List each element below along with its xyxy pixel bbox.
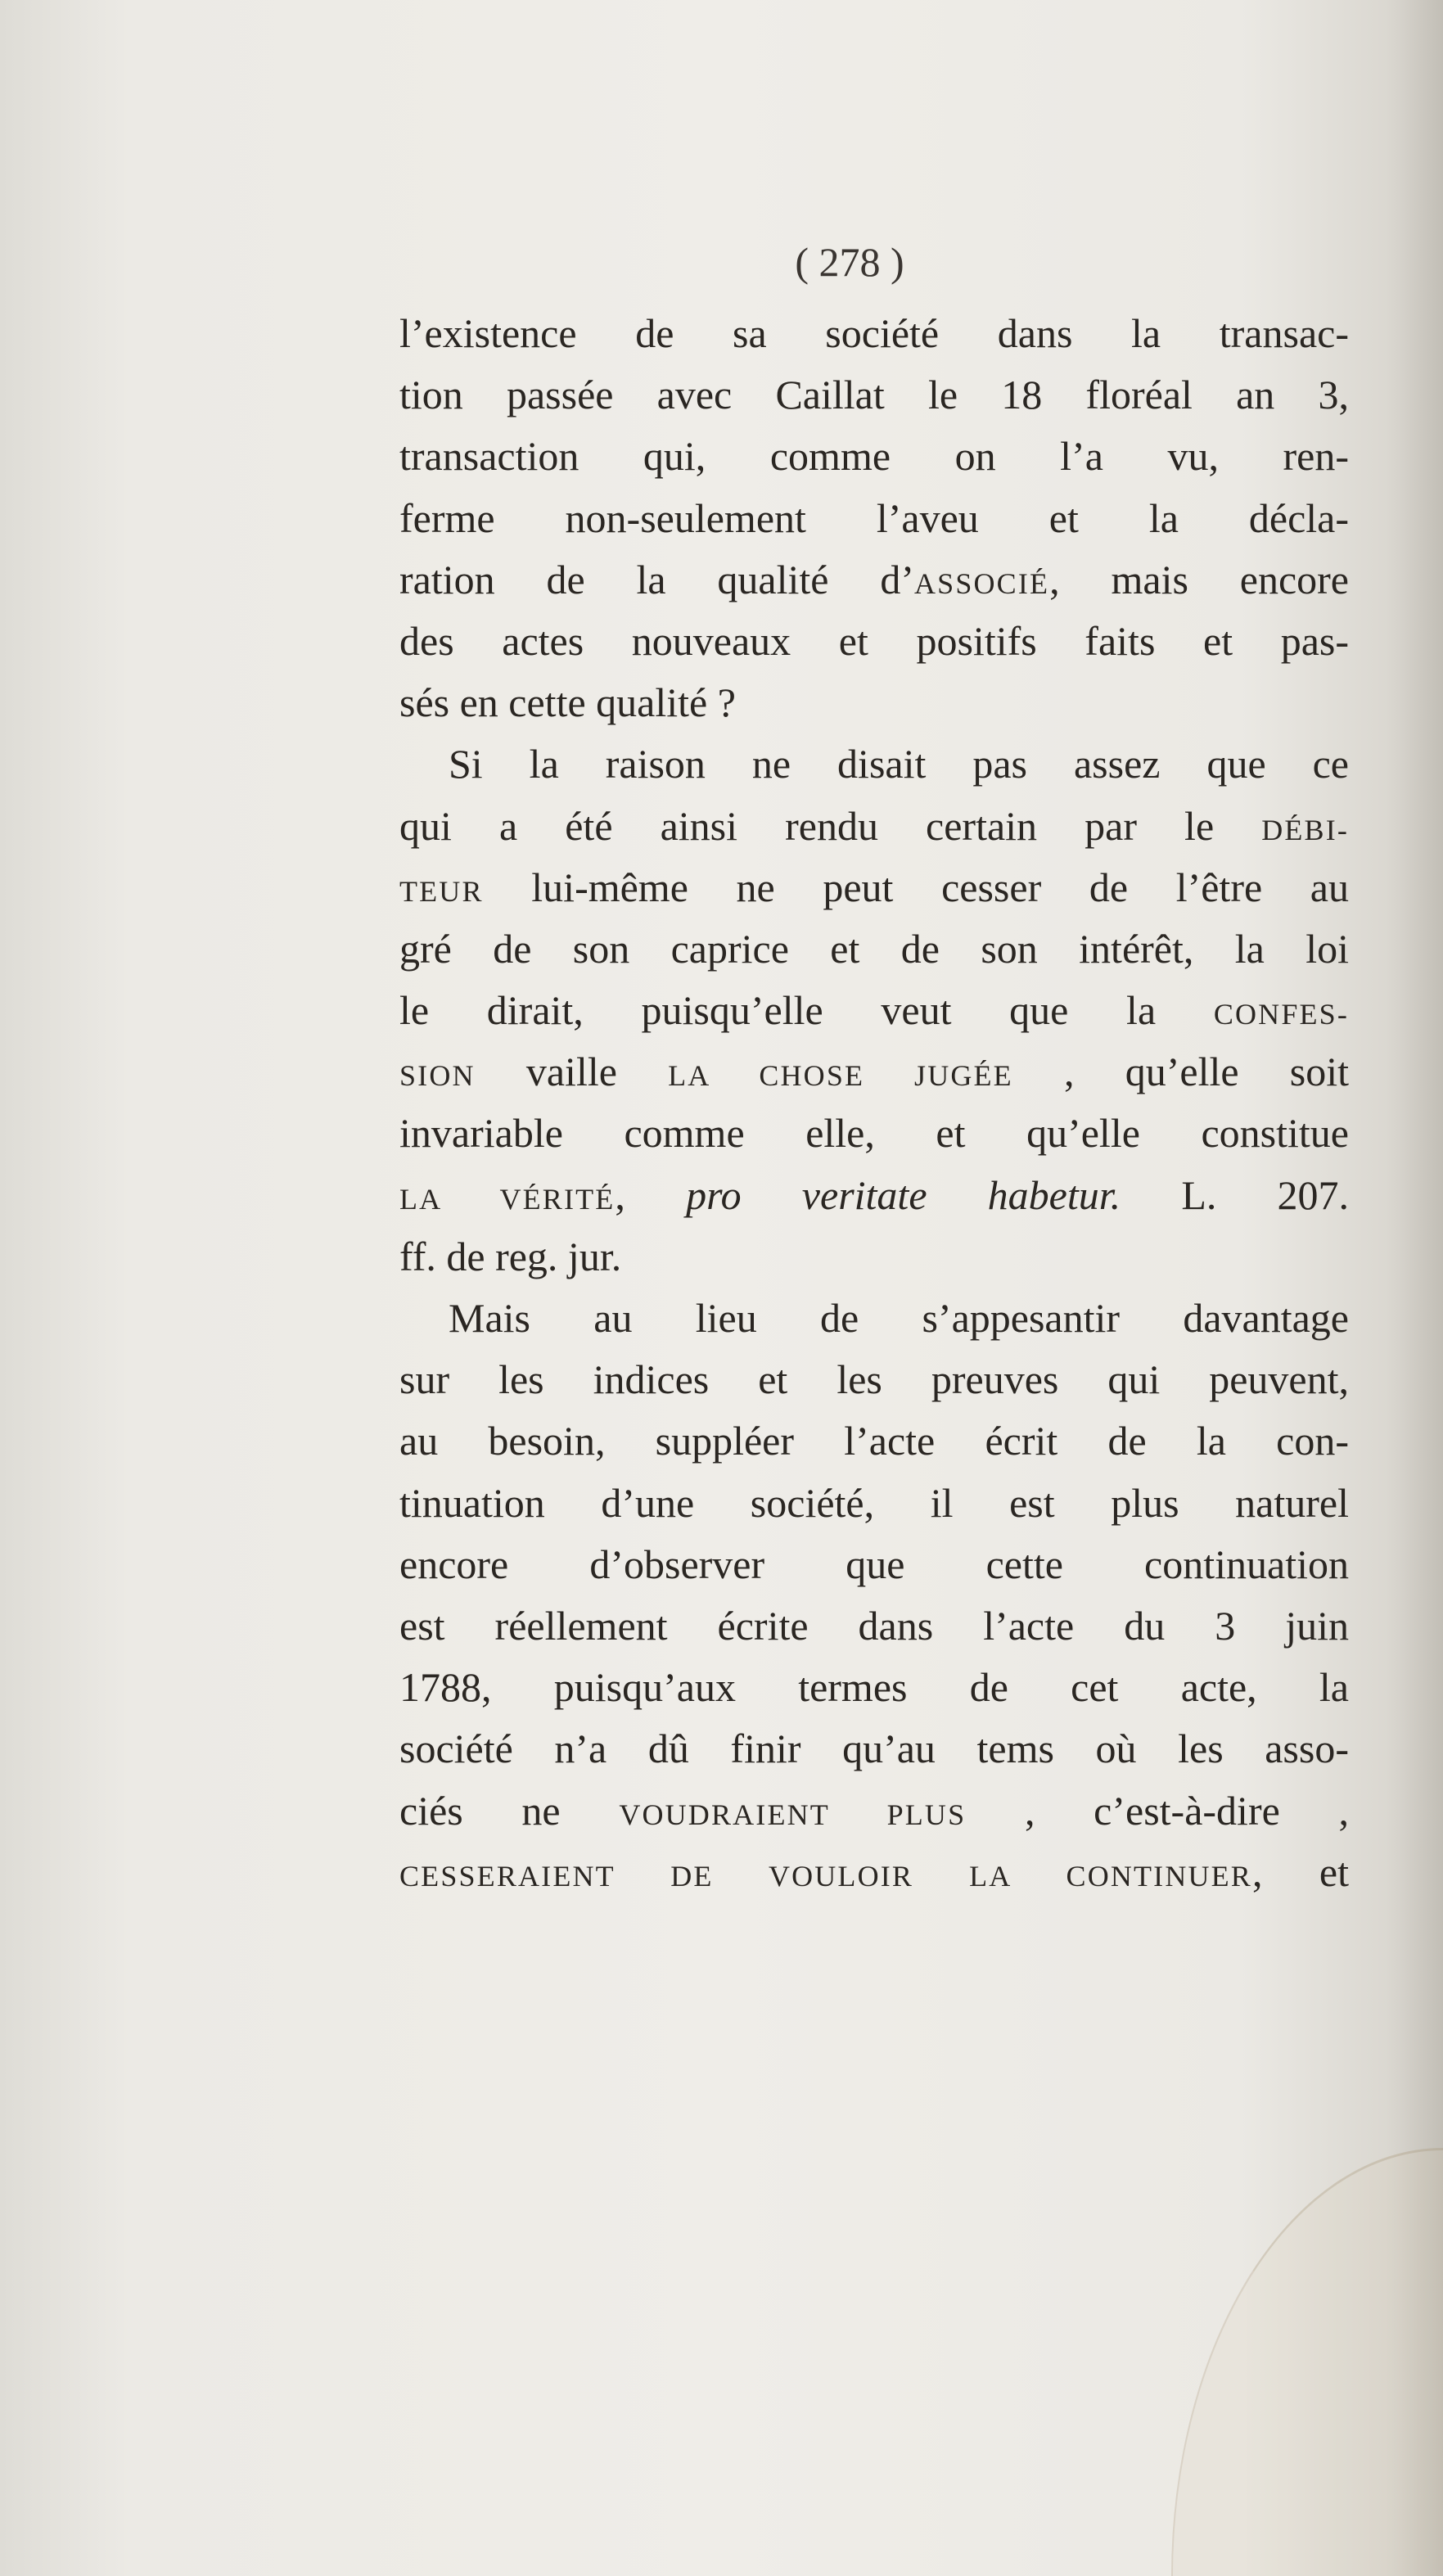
text-run: , et bbox=[1251, 1848, 1349, 1895]
text-run: L. 207. bbox=[1121, 1171, 1349, 1218]
text-line bbox=[399, 1718, 1349, 1780]
text-line bbox=[399, 1473, 1349, 1534]
page-number: ( 278 ) bbox=[795, 239, 904, 285]
text-run: société n’a dû finir qu’au tems où les asso- bbox=[399, 1726, 1349, 1772]
text-line bbox=[399, 364, 1349, 426]
text-line bbox=[399, 426, 1349, 487]
text-run: , qu’elle soit bbox=[1012, 1049, 1349, 1095]
small-caps-text: ASSOCIÉ bbox=[913, 566, 1050, 600]
text-run: sés en cette qualité ? bbox=[399, 679, 736, 726]
text-run: gré de son caprice et de son intérêt, la loi bbox=[399, 925, 1349, 972]
text-run: invariable comme elle, et qu’elle constitue bbox=[399, 1110, 1349, 1157]
text-run: sur les indices et les preuves qui peuvent, bbox=[399, 1356, 1349, 1403]
text-run: ferme non-seulement l’aveu et la décla- bbox=[399, 494, 1349, 541]
text-run: au besoin, suppléer l’acte écrit de la con- bbox=[399, 1418, 1349, 1464]
small-caps-text: TEUR bbox=[399, 874, 484, 908]
text-run: transaction qui, comme on l’a vu, ren- bbox=[399, 433, 1349, 480]
text-line bbox=[399, 1226, 1349, 1288]
text-line bbox=[399, 1288, 1349, 1349]
text-run: ff. de reg. jur. bbox=[399, 1233, 622, 1279]
text-line bbox=[399, 857, 1349, 918]
text-line bbox=[399, 1103, 1349, 1164]
text-run: , c’est-à-dire , bbox=[966, 1787, 1349, 1834]
small-caps-text: DÉBI- bbox=[1261, 813, 1349, 846]
text-run: tion passée avec Caillat le 18 floréal an 3, bbox=[399, 372, 1349, 418]
text-run: ration de la qualité d’ bbox=[399, 556, 914, 602]
text-line bbox=[399, 1534, 1349, 1595]
text-run: , bbox=[615, 1171, 687, 1218]
text-line bbox=[399, 1410, 1349, 1472]
text-line bbox=[399, 980, 1349, 1041]
small-caps-text: SION bbox=[399, 1059, 476, 1093]
small-caps-text: VOUDRAIENT PLUS bbox=[619, 1798, 967, 1831]
paper-stain bbox=[1171, 2148, 1443, 2576]
small-caps-text: CONFES- bbox=[1213, 998, 1349, 1031]
text-line bbox=[399, 1165, 1349, 1226]
text-line bbox=[399, 488, 1349, 549]
text-run: , mais encore bbox=[1049, 556, 1349, 602]
text-run: Mais au lieu de s’appesantir davantage bbox=[449, 1295, 1349, 1341]
text-run: tinuation d’une société, il est plus naturel bbox=[399, 1479, 1349, 1526]
text-line bbox=[399, 1842, 1349, 1903]
text-block bbox=[399, 237, 1349, 1903]
text-run: le dirait, puisqu’elle veut que la bbox=[399, 987, 1214, 1034]
text-run: Si la raison ne disait pas assez que ce bbox=[449, 741, 1349, 787]
text-line bbox=[399, 1041, 1349, 1103]
text-run: est réellement écrite dans l’acte du 3 juin bbox=[399, 1602, 1349, 1649]
small-caps-text: CESSERAIENT DE VOULOIR LA CONTINUER bbox=[399, 1859, 1252, 1893]
text-line bbox=[399, 1780, 1349, 1842]
text-line bbox=[399, 1595, 1349, 1657]
text-run: vaille bbox=[475, 1049, 669, 1095]
text-line bbox=[399, 549, 1349, 611]
text-line bbox=[399, 733, 1349, 795]
text-run: encore d’observer que cette continuation bbox=[399, 1541, 1349, 1587]
text-line bbox=[399, 611, 1349, 672]
text-line bbox=[399, 1349, 1349, 1410]
text-line bbox=[399, 796, 1349, 857]
text-run: l’existence de sa société dans la transac- bbox=[399, 310, 1349, 356]
text-line bbox=[399, 918, 1349, 980]
text-line bbox=[399, 672, 1349, 733]
small-caps-text: LA VÉRITÉ bbox=[399, 1182, 616, 1216]
text-run: des actes nouveaux et positifs faits et pas- bbox=[399, 617, 1349, 664]
text-run: 1788, puisqu’aux termes de cet acte, la bbox=[399, 1664, 1349, 1711]
small-caps-text: LA CHOSE JUGÉE bbox=[668, 1059, 1013, 1093]
text-line bbox=[399, 303, 1349, 364]
text-line bbox=[399, 1657, 1349, 1718]
text-run: qui a été ainsi rendu certain par le bbox=[399, 802, 1262, 849]
text-run: ciés ne bbox=[399, 1787, 620, 1834]
text-run: lui-même ne peut cesser de l’être au bbox=[483, 864, 1349, 910]
italic-text: pro veritate habetur. bbox=[686, 1171, 1121, 1218]
